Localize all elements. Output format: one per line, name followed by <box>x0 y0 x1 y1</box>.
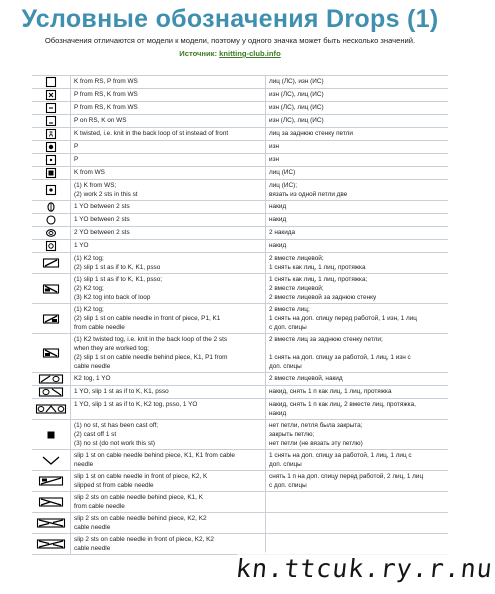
russian-description <box>266 115 449 128</box>
english-description <box>71 253 266 274</box>
description-line: P <box>74 143 79 150</box>
center-dot-square-icon <box>45 184 57 196</box>
russian-description <box>266 227 449 240</box>
table-row <box>32 89 448 102</box>
russian-description <box>266 214 449 227</box>
russian-description <box>266 334 449 373</box>
symbol-cell <box>32 450 71 471</box>
description-line: 2 вместе лиц за заднюю стенку петли; <box>269 336 383 343</box>
description-line: доп. спицы <box>269 461 302 468</box>
table-row <box>32 180 448 201</box>
symbol-cell <box>32 304 71 334</box>
description-line: накид <box>269 203 287 210</box>
description-line: K from WS <box>74 169 105 176</box>
symbol-cell <box>32 274 71 304</box>
table-row <box>32 420 448 450</box>
symbol-cell <box>32 115 71 128</box>
symbol-cell <box>32 492 71 513</box>
double-decrease-yo-icon <box>35 403 67 415</box>
twisted-tog-square-icon <box>42 347 60 359</box>
description-line: P from RS, K from WS <box>74 91 138 98</box>
symbol-cell <box>32 227 71 240</box>
english-description <box>71 420 266 450</box>
english-description <box>71 513 266 534</box>
cable-2x2-front-icon <box>36 538 66 550</box>
table-row <box>32 214 448 227</box>
description-line: лиц (ИС) <box>269 169 296 176</box>
symbol-cell <box>32 513 71 534</box>
russian-description <box>266 180 449 201</box>
description-line: (2) work 2 sts in this st <box>74 191 138 198</box>
description-line: изн (ЛС), лиц (ИС) <box>269 117 324 124</box>
filled-square-icon <box>45 167 57 179</box>
english-description <box>71 89 266 102</box>
cable-2x1-back-icon <box>38 496 64 508</box>
description-line: лиц (ЛС), изн (ИС) <box>269 78 324 85</box>
description-line: P on RS, K on WS <box>74 117 127 124</box>
page-subtitle: Обозначения отличаются от модели к модели, поэтому у одного значка может быть несколько значений. <box>44 36 416 45</box>
english-description <box>71 180 266 201</box>
description-line: (2) slip 1 st as if to K, K1, psso <box>74 264 161 271</box>
cable-2x2-back-icon <box>36 517 66 529</box>
table-row <box>32 227 448 240</box>
english-description <box>71 201 266 214</box>
description-line: (1) K2 tog; <box>74 255 104 262</box>
description-line: 2 вместе лицевой; <box>269 255 324 262</box>
english-description <box>71 115 266 128</box>
english-description <box>71 534 266 555</box>
table-row <box>32 304 448 334</box>
table-row <box>32 240 448 253</box>
page-header <box>0 4 460 59</box>
description-line: slipped st from cable needle <box>74 482 154 489</box>
cable-slant-square-icon <box>42 313 60 325</box>
table-row <box>32 334 448 373</box>
table-row <box>32 471 448 492</box>
right-slant-square-icon <box>42 257 60 269</box>
dot-square-icon <box>45 141 57 153</box>
symbol-cell <box>32 180 71 201</box>
table-row <box>32 128 448 141</box>
description-line: 2 вместе лиц; <box>269 306 310 313</box>
description-line: лиц (ИС); <box>269 182 297 189</box>
description-line <box>269 514 445 523</box>
description-line: доп. спицы <box>269 363 302 370</box>
russian-description <box>266 141 449 154</box>
description-line: 1 YO, slip 1 st as if to K, K1, psso <box>74 388 169 395</box>
description-line: cable needle <box>74 545 111 552</box>
english-description <box>71 154 266 167</box>
low-dash-square-icon <box>45 115 57 127</box>
yo-slip-psso-icon <box>38 386 64 398</box>
description-line: (3) K2 tog into back of loop <box>74 294 151 301</box>
russian-description <box>266 274 449 304</box>
description-line: 2 вместе лицевой за заднюю стенку <box>269 294 377 301</box>
table-row <box>32 115 448 128</box>
description-line <box>269 535 445 544</box>
english-description <box>71 128 266 141</box>
english-description <box>71 471 266 492</box>
symbol-cell <box>32 201 71 214</box>
description-line: 1 YO between 2 sts <box>74 203 130 210</box>
russian-description <box>266 76 449 89</box>
description-line: 1 снять на доп. спицу за работой, 1 лиц, 1 лиц с <box>269 452 412 459</box>
description-line: (1) K2 tog; <box>74 306 104 313</box>
twisted-knit-square-icon <box>45 128 57 140</box>
description-line: slip 1 st on cable needle in front of piece, K2, K <box>74 473 208 480</box>
symbol-cell <box>32 420 71 450</box>
russian-description <box>266 240 449 253</box>
symbol-cell <box>32 89 71 102</box>
description-line <box>269 344 445 353</box>
description-line: cable needle <box>74 363 111 370</box>
russian-description <box>266 373 449 386</box>
english-description <box>71 227 266 240</box>
english-description <box>71 304 266 334</box>
description-line: вязать из одной петли две <box>269 191 348 198</box>
circle-yo-icon <box>45 214 57 226</box>
table-row <box>32 450 448 471</box>
double-oval-yo-icon <box>45 227 57 239</box>
russian-description <box>266 420 449 450</box>
symbol-cell <box>32 334 71 373</box>
russian-description <box>266 167 449 180</box>
cable-right-icon <box>38 475 64 487</box>
symbol-cell <box>32 102 71 115</box>
description-line: с доп. спицы <box>269 324 307 331</box>
description-line: (2) cast off 1 st <box>74 431 117 438</box>
english-description <box>71 492 266 513</box>
description-line <box>269 502 445 511</box>
description-line: накид <box>269 410 287 417</box>
description-line: 2 YO between 2 sts <box>74 229 130 236</box>
solid-block-icon <box>45 429 57 441</box>
description-line: (3) no st (do not work this st) <box>74 440 155 447</box>
english-description <box>71 141 266 154</box>
description-line: (1) no st, st has been cast off; <box>74 422 159 429</box>
ring-square-icon <box>45 240 57 252</box>
symbol-cell <box>32 128 71 141</box>
description-line: изн (ЛС), лиц (ИС) <box>269 104 324 111</box>
description-line: 2 вместе лицевой, накид <box>269 375 343 382</box>
description-line: 1 снять как лиц, 1 лиц, протяжка; <box>269 276 368 283</box>
description-line: изн (ЛС), лиц (ИС) <box>269 91 324 98</box>
table-row <box>32 253 448 274</box>
table-row <box>32 274 448 304</box>
description-line: from cable needle <box>74 324 125 331</box>
description-line: изн <box>269 156 280 163</box>
table-row <box>32 386 448 399</box>
english-description <box>71 240 266 253</box>
description-line: slip 2 sts on cable needle in front of piece, K2, K2 <box>74 536 214 543</box>
russian-description <box>266 399 449 420</box>
cable-v-icon <box>41 454 61 466</box>
description-line: накид <box>269 216 287 223</box>
english-description <box>71 274 266 304</box>
russian-description <box>266 471 449 492</box>
oval-yo-icon <box>45 201 57 213</box>
symbol-cell <box>32 399 71 420</box>
description-line: 1 YO <box>74 242 89 249</box>
description-line: (1) slip 1 st as if to K, K1, psso; <box>74 276 163 283</box>
description-line: K2 tog, 1 YO <box>74 375 111 382</box>
description-line: 2 вместе лицевой; <box>269 285 324 292</box>
description-line: накид, снять 1 п как лиц, 1 лиц, протяжка <box>269 388 392 395</box>
description-line: нет петли, петля была закрыта; <box>269 422 363 429</box>
description-line: с доп. спицы <box>269 482 307 489</box>
symbol-cell <box>32 167 71 180</box>
description-line: slip 1 st on cable needle behind piece, K1, K1 from cable <box>74 452 235 459</box>
watermark-overlay: kn.ttcuk.ry.r.nu <box>234 552 450 586</box>
symbol-cell <box>32 373 71 386</box>
table-row <box>32 76 448 89</box>
small-dot-square-icon <box>45 154 57 166</box>
english-description <box>71 399 266 420</box>
symbol-cell <box>32 386 71 399</box>
description-line: 1 YO, slip 1 st as if to K, K2 tog, psso, 1 YO <box>74 401 198 408</box>
description-line: cable needle <box>74 524 111 531</box>
english-description <box>71 102 266 115</box>
table-row <box>32 373 448 386</box>
description-line: нет петли (не вязать эту петлю) <box>269 440 363 447</box>
description-line: 1 снять на доп. спицу перед работой, 1 изн, 1 лиц <box>269 315 417 322</box>
english-description <box>71 214 266 227</box>
description-line: when they are worked tog; <box>74 345 149 352</box>
table-row <box>32 141 448 154</box>
table-row <box>32 201 448 214</box>
source-label: Источник: <box>179 49 218 58</box>
russian-description <box>266 128 449 141</box>
description-line: (2) slip 1 st on cable needle behind piece, K1, P1 from <box>74 354 228 361</box>
left-slant-square-icon <box>42 283 60 295</box>
description-line: slip 2 sts on cable needle behind piece, K2, K2 <box>74 515 207 522</box>
description-line: 2 накида <box>269 229 296 236</box>
description-line: закрыть петлю; <box>269 431 315 438</box>
description-line: K from RS, P from WS <box>74 78 138 85</box>
empty-square-icon <box>45 76 57 88</box>
symbol-cell <box>32 240 71 253</box>
description-line: 1 снять как лиц, 1 лиц, протяжка <box>269 264 366 271</box>
table-row <box>32 154 448 167</box>
russian-description <box>266 492 449 513</box>
english-description <box>71 373 266 386</box>
horizontal-line-square-icon <box>45 102 57 114</box>
description-line: лиц за заднюю стенку петли <box>269 130 353 137</box>
english-description <box>71 450 266 471</box>
source-line <box>0 48 460 59</box>
symbol-cell <box>32 471 71 492</box>
description-line <box>269 523 445 532</box>
description-line: P <box>74 156 79 163</box>
description-line: (2) slip 1 st on cable needle in front of piece, P1, K1 <box>74 315 221 322</box>
description-line: (1) K2 twisted tog, i.e. knit in the back loop of the 2 sts <box>74 336 228 343</box>
russian-description <box>266 102 449 115</box>
description-line: slip 2 sts on cable needle behind piece, K1, K <box>74 494 203 501</box>
table-row <box>32 399 448 420</box>
description-line: (2) K2 tog; <box>74 285 104 292</box>
k2tog-yo-icon <box>38 373 64 385</box>
table-row <box>32 102 448 115</box>
symbol-cell <box>32 154 71 167</box>
description-line: (1) K from WS; <box>74 182 117 189</box>
symbol-cell <box>32 214 71 227</box>
russian-description <box>266 304 449 334</box>
russian-description <box>266 89 449 102</box>
description-line: K twisted, i.e. knit in the back loop of st instead of front <box>74 130 229 137</box>
table-row <box>32 492 448 513</box>
english-description <box>71 334 266 373</box>
english-description <box>71 76 266 89</box>
description-line: 1 снять на доп. спицу за работой, 1 лиц, 1 изн с <box>269 354 411 361</box>
english-description <box>71 167 266 180</box>
symbol-cell <box>32 141 71 154</box>
symbol-cell <box>32 534 71 555</box>
description-line: накид, снять 1 п как лиц, 2 вместе лиц, протяжка, <box>269 401 416 408</box>
russian-description <box>266 201 449 214</box>
description-line: 1 YO between 2 sts <box>74 216 130 223</box>
x-square-icon <box>45 89 57 101</box>
english-description <box>71 386 266 399</box>
description-line: изн <box>269 143 280 150</box>
table-row <box>32 167 448 180</box>
russian-description <box>266 450 449 471</box>
russian-description <box>266 386 449 399</box>
source-link[interactable]: knitting-club.info <box>219 49 281 58</box>
description-line: снять 1 п на доп. спицу перед работой, 2 лиц, 1 лиц <box>269 473 424 480</box>
description-line: P from RS, K from WS <box>74 104 138 111</box>
description-line: needle <box>74 461 94 468</box>
russian-description <box>266 154 449 167</box>
symbol-legend-table <box>32 75 448 555</box>
symbol-cell <box>32 253 71 274</box>
symbol-cell <box>32 76 71 89</box>
page-title: Условные обозначения Drops (1) <box>21 5 439 33</box>
description-line: from cable needle <box>74 503 125 510</box>
russian-description <box>266 513 449 534</box>
table-row <box>32 513 448 534</box>
description-line: накид <box>269 242 287 249</box>
description-line <box>269 493 445 502</box>
russian-description <box>266 253 449 274</box>
